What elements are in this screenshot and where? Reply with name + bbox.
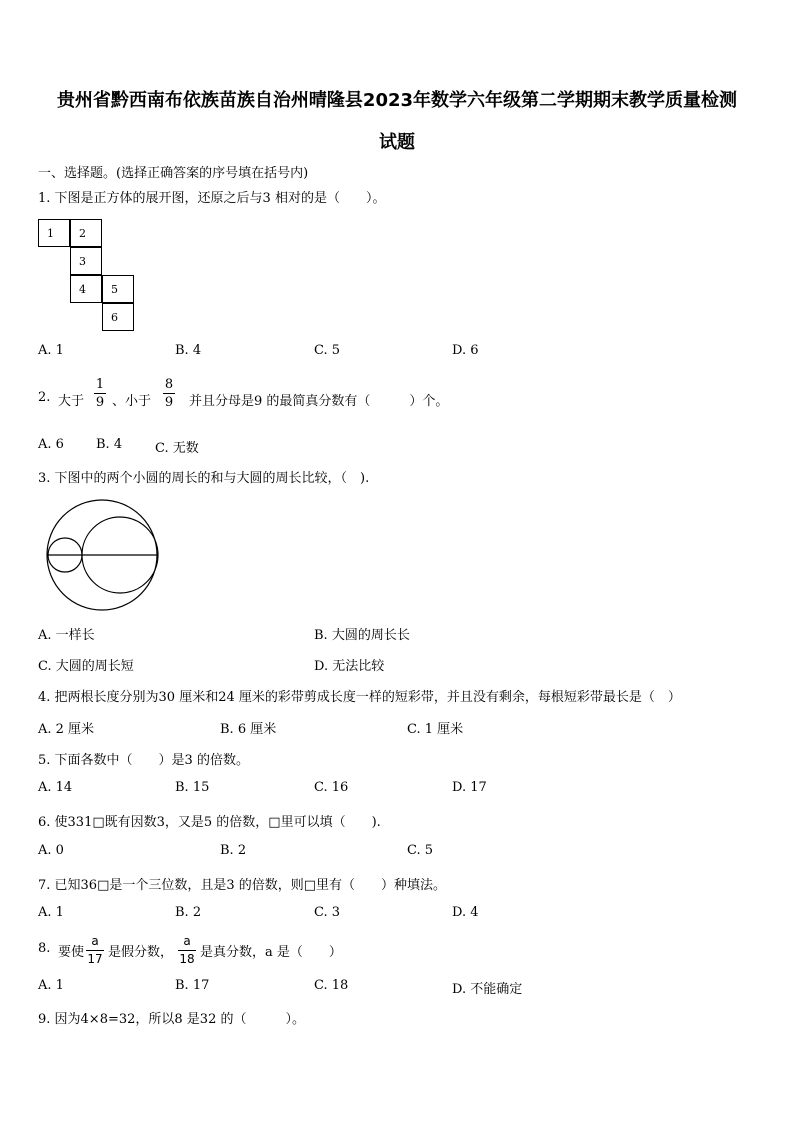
exam-title-continued: 试题 [379,132,415,153]
q8-option-b: B. 17 [175,978,210,993]
q1-option-b: B. 4 [175,343,202,358]
question-4-stem: 4. 把两根长度分别为30 厘米和24 厘米的彩带剪成长度一样的短彩带，并且没有剩余，每根短彩带最长是（ ） [38,690,681,705]
q3-option-b: B. 大圆的周长长 [314,628,410,643]
q1-option-c: C. 5 [314,343,341,358]
q5-option-d: D. 17 [452,780,487,795]
q7-option-b: B. 2 [175,905,202,920]
q8-option-c: C. 18 [314,978,349,993]
q8-text-2: 是假分数， [108,945,174,960]
fraction-numerator: a [183,934,191,948]
q7-option-c: C. 3 [314,905,341,920]
q2-text-3: 并且分母是9 的最简真分数有（ ）个。 [189,394,449,409]
fraction-a-over-17 [86,934,104,967]
q2-option-b: B. 4 [96,437,123,452]
fraction-numerator: 8 [164,377,174,392]
net-cell-1: 1 [38,219,70,247]
q1-option-d: D. 6 [452,343,479,358]
q8-text-3: 是真分数，a 是（ ） [200,945,342,960]
q8-option-a: A. 1 [38,978,64,993]
exam-title: 贵州省黔西南布依族苗族自治州晴隆县2023年数学六年级第二学期期末教学质量检测 [56,90,738,111]
fraction-denominator: 18 [179,952,195,966]
fraction-bar [178,950,196,951]
q3-option-c: C. 大圆的周长短 [38,659,134,674]
net-cell-5: 5 [102,275,134,303]
fraction-bar [163,393,175,394]
q6-option-a: A. 0 [38,843,64,858]
q3-option-d: D. 无法比较 [314,659,385,674]
section-heading: 一、选择题。(选择正确答案的序号填在括号内) [38,166,309,181]
question-7-stem: 7. 已知36□是一个三位数，且是3 的倍数，则□里有（ ）种填法。 [38,878,447,893]
fraction-denominator: 9 [164,395,174,410]
question-6-stem: 6. 使331□既有因数3，又是5 的倍数，□里可以填（ ). [38,815,381,830]
fraction-numerator: a [91,934,99,948]
question-9-stem: 9. 因为4×8=32，所以8 是32 的（ ）。 [38,1012,305,1027]
question-5-stem: 5. 下面各数中（ ）是3 的倍数。 [38,753,249,768]
net-cell-6: 6 [102,303,134,331]
q2-option-a: A. 6 [38,437,64,452]
q4-option-c: C. 1 厘米 [407,722,464,737]
net-cell-2: 2 [70,219,102,247]
q2-text-2: 、小于 [112,394,152,409]
q2-number: 2. [38,390,51,405]
fraction-eight-ninths [163,377,175,410]
q4-option-a: A. 2 厘米 [38,722,95,737]
fraction-one-ninth [94,377,106,410]
question-1-stem: 1. 下图是正方体的展开图，还原之后与3 相对的是（ ）。 [38,191,386,206]
q5-option-b: B. 15 [175,780,210,795]
question-3-stem: 3. 下图中的两个小圆的周长的和与大圆的周长比较，（ ). [38,471,370,486]
q6-option-c: C. 5 [407,843,434,858]
q5-option-a: A. 14 [38,780,73,795]
fraction-numerator: 1 [95,377,105,392]
q8-number: 8. [38,941,51,956]
q8-text-1: 要使 [58,945,85,960]
q7-option-a: A. 1 [38,905,64,920]
fraction-denominator: 17 [87,952,103,966]
fraction-bar [94,393,106,394]
q2-text-1: 大于 [58,394,85,409]
q7-option-d: D. 4 [452,905,479,920]
q4-option-b: B. 6 厘米 [220,722,277,737]
net-cell-4: 4 [70,275,102,303]
fraction-bar [86,950,104,951]
q6-option-b: B. 2 [220,843,247,858]
fraction-denominator: 9 [95,395,105,410]
circles-figure [44,499,164,619]
q5-option-c: C. 16 [314,780,349,795]
q8-option-d: D. 不能确定 [452,982,523,997]
fraction-a-over-18 [178,934,196,967]
net-cell-3: 3 [70,247,102,275]
q3-option-a: A. 一样长 [38,628,95,643]
q1-option-a: A. 1 [38,343,64,358]
q2-option-c: C. 无数 [155,441,199,456]
